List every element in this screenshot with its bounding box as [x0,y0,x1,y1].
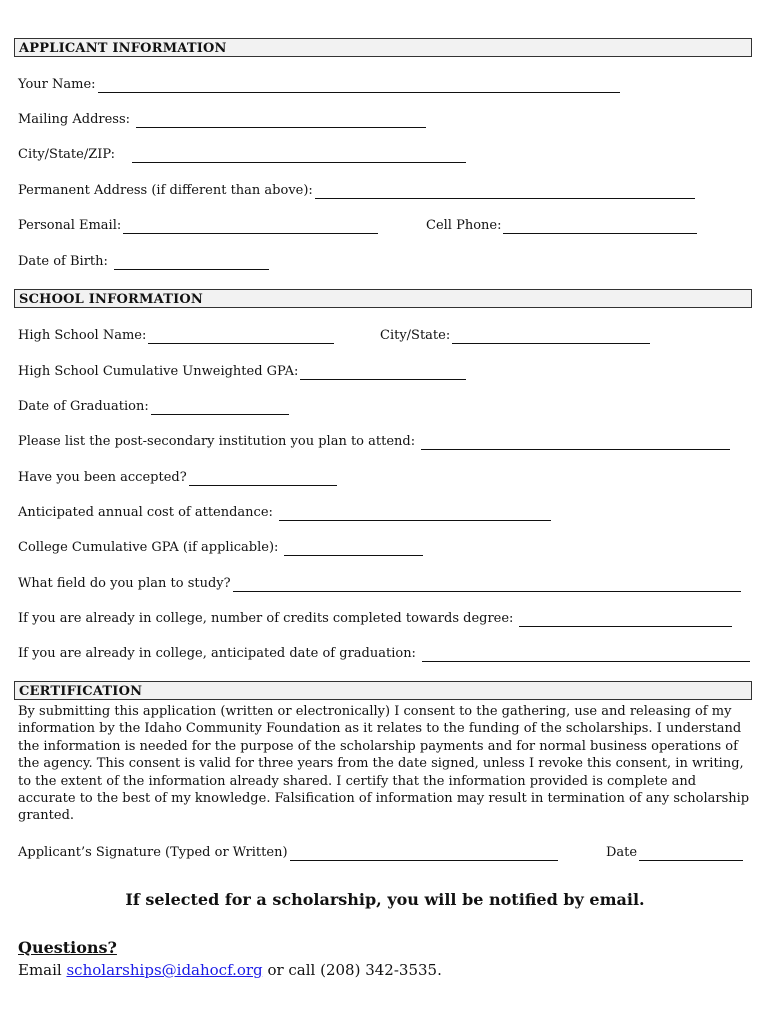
your-name-input[interactable] [98,80,620,93]
permanent-address-label: Permanent Address (if different than above): [18,183,313,198]
your-name-field [18,77,620,93]
signature-date-label: Date [606,845,638,860]
signature-input[interactable] [290,848,558,861]
your-name-label: Your Name: [18,77,96,92]
college-gpa-field [18,540,423,556]
mailing-address-input[interactable] [136,115,426,128]
gpa-input[interactable] [300,367,466,380]
institution-field [18,434,730,450]
high-school-name-input[interactable] [148,331,334,344]
questions-suffix: or call (208) 342-3535. [262,961,442,979]
date-of-graduation-field [18,399,289,415]
accepted-input[interactable] [189,473,337,486]
date-of-birth-field [18,254,269,270]
credits-input[interactable] [519,614,732,627]
accepted-field [18,470,337,486]
mailing-address-field [18,112,426,128]
notification-notice: If selected for a scholarship, you will be notified by email. [125,890,645,909]
date-of-birth-input[interactable] [114,257,269,270]
credits-field [18,611,732,627]
cost-input[interactable] [279,508,551,521]
signature-field [18,845,558,861]
signature-date-field [606,845,743,861]
section-header-certification: CERTIFICATION [14,681,752,700]
college-gpa-input[interactable] [284,543,423,556]
school-city-state-field [380,328,650,344]
school-city-state-input[interactable] [452,331,650,344]
gpa-field [18,364,466,380]
certification-text: By submitting this application (written or electronically) I consent to the gathering, use and releasing of my information by the Idaho Community Foundation as it relates to the funding of the scholarships. I understand the information is needed for the purpose of the scholarship payments and for normal business operations of the agency. This consent is valid for three years from the date signed, unless I revoke this consent, in writing, to the extent of the information already shared. I certify that the information provided is complete and accurate to the best of my knowledge. Falsification of information may result in termination of any scholarship granted. [18,704,750,824]
date-of-graduation-input[interactable] [151,402,289,415]
high-school-name-label: High School Name: [18,328,147,343]
institution-input[interactable] [421,437,730,450]
anticipated-grad-field [18,646,750,662]
questions-prefix: Email [18,961,67,979]
high-school-name-field [18,328,334,344]
city-state-zip-field [18,147,466,163]
signature-label: Applicant’s Signature (Typed or Written) [18,845,288,860]
personal-email-input[interactable] [123,221,378,234]
permanent-address-input[interactable] [315,186,695,199]
section-header-school: SCHOOL INFORMATION [14,289,752,308]
field-of-study-label: What field do you plan to study? [18,576,231,591]
cell-phone-label: Cell Phone: [426,218,502,233]
anticipated-grad-input[interactable] [422,649,750,662]
cost-label: Anticipated annual cost of attendance: [18,505,273,520]
credits-label: If you are already in college, number of credits completed towards degree: [18,611,514,626]
date-of-graduation-label: Date of Graduation: [18,399,149,414]
email-link[interactable]: scholarships@idahocf.org [66,961,263,979]
personal-email-label: Personal Email: [18,218,122,233]
school-city-state-label: City/State: [380,328,451,343]
institution-label: Please list the post-secondary institution you plan to attend: [18,434,416,449]
cell-phone-field [426,218,697,234]
mailing-address-label: Mailing Address: [18,112,131,127]
questions-contact [18,961,442,979]
college-gpa-label: College Cumulative GPA (if applicable): [18,540,279,555]
field-of-study-field [18,576,741,592]
cell-phone-input[interactable] [503,221,697,234]
date-of-birth-label: Date of Birth: [18,254,108,269]
city-state-zip-label: City/State/ZIP: [18,147,116,162]
gpa-label: High School Cumulative Unweighted GPA: [18,364,299,379]
questions-heading: Questions? [18,938,117,957]
field-of-study-input[interactable] [233,579,741,592]
accepted-label: Have you been accepted? [18,470,187,485]
permanent-address-field [18,183,695,199]
personal-email-field [18,218,378,234]
city-state-zip-input[interactable] [132,150,466,163]
anticipated-grad-label: If you are already in college, anticipated date of graduation: [18,646,416,661]
cost-field [18,505,551,521]
section-header-applicant: APPLICANT INFORMATION [14,38,752,57]
signature-date-input[interactable] [639,848,743,861]
